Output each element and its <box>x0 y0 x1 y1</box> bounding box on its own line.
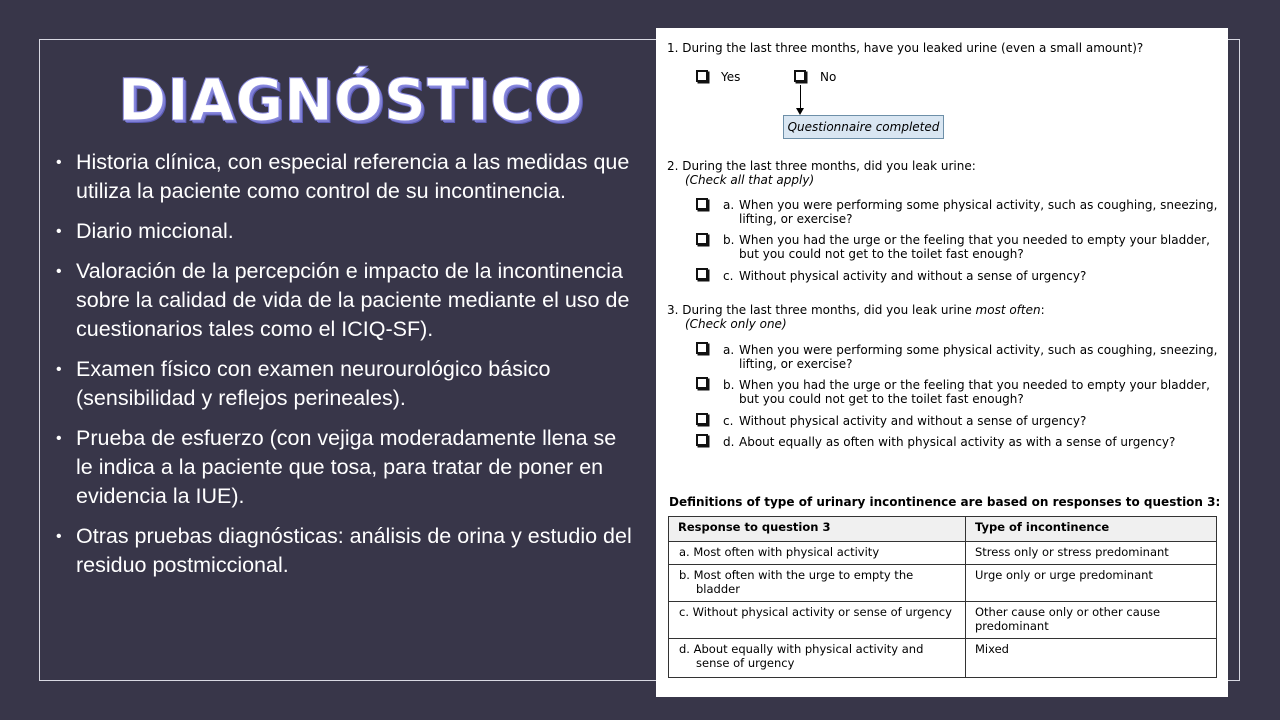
option-letter: b. <box>723 378 735 392</box>
table-header-row <box>669 517 1217 542</box>
bullet-text: Diario miccional. <box>76 219 234 243</box>
cell-text: d. About equally with physical activity and sense of urgency <box>679 642 924 670</box>
q2-option-c-checkbox[interactable] <box>696 268 708 280</box>
table-cell <box>669 542 966 565</box>
q1-no-checkbox[interactable] <box>794 70 806 82</box>
q3-option-c-text: Without physical activity and without a sense of urgency? <box>739 414 1087 428</box>
q3-option-b-checkbox[interactable] <box>696 377 708 389</box>
bullet-dot-icon: • <box>56 430 62 447</box>
cell-text: b. Most often with the urge to empty the bladder <box>679 568 914 596</box>
table-row <box>669 639 1217 678</box>
bullet-item <box>56 217 636 246</box>
bullet-text: Prueba de esfuerzo (con vejiga moderadamente llena se le indica a la paciente que tosa, para tratar de poner en evidencia la IUE). <box>76 426 617 508</box>
table-row <box>669 565 1217 602</box>
q2-option-c-text: Without physical activity and without a sense of urgency? <box>739 269 1087 283</box>
table-cell <box>669 602 966 639</box>
question-3-text <box>667 303 1045 317</box>
bullet-item <box>56 257 636 344</box>
q3-option-b-text: When you had the urge or the feeling that you needed to empty your bladder, but you could not get to the toilet fast enough? <box>739 378 1210 406</box>
q3-text-prefix: 3. During the last three months, did you leak urine <box>667 303 976 317</box>
bullet-text: Valoración de la percepción e impacto de la incontinencia sobre la calidad de vida de la paciente mediante el uso de cuestionarios tales como el ICIQ-SF). <box>76 259 630 341</box>
table-cell: Other cause only or other cause predominant <box>966 602 1217 639</box>
q3-option-c-checkbox[interactable] <box>696 413 708 425</box>
q3-text-suffix: : <box>1040 303 1045 317</box>
definitions-title: Definitions of type of urinary incontinence are based on responses to question 3: <box>669 495 1221 509</box>
table-cell: Stress only or stress predominant <box>966 542 1217 565</box>
q3-option-a-checkbox[interactable] <box>696 342 708 354</box>
question-3-instruction: (Check only one) <box>685 317 787 331</box>
option-letter: a. <box>723 343 735 357</box>
table-row <box>669 542 1217 565</box>
bullet-text: Examen físico con examen neurourológico básico (sensibilidad y reflejos perineales). <box>76 357 551 410</box>
bullet-dot-icon: • <box>56 223 62 240</box>
q3-option-d-checkbox[interactable] <box>696 434 708 446</box>
q2-option-a-checkbox[interactable] <box>696 198 708 210</box>
option-letter: c. <box>723 269 734 283</box>
q1-no-label: No <box>820 70 837 84</box>
bullet-item <box>56 522 636 580</box>
question-1-text: 1. During the last three months, have you leaked urine (even a small amount)? <box>667 41 1144 55</box>
option-letter: c. <box>723 414 734 428</box>
bullet-dot-icon: • <box>56 263 62 280</box>
table-row <box>669 602 1217 639</box>
cell-text: a. Most often with physical activity <box>679 545 880 559</box>
questionnaire-panel <box>656 28 1228 697</box>
cell-text: c. Without physical activity or sense of urgency <box>679 605 952 619</box>
bullet-dot-icon: • <box>56 154 62 171</box>
bullet-dot-icon: • <box>56 361 62 378</box>
arrow-down-icon <box>796 108 804 115</box>
q3-option-a-text: When you were performing some physical activity, such as coughing, sneezing, lifting, or exercise? <box>739 343 1218 371</box>
bullet-item <box>56 148 636 206</box>
q3-text-emphasis: most often <box>975 303 1041 317</box>
definitions-table <box>668 516 1217 678</box>
option-letter: a. <box>723 198 735 212</box>
table-cell <box>669 565 966 602</box>
table-cell <box>669 639 966 678</box>
option-letter: b. <box>723 233 735 247</box>
q2-option-a-text: When you were performing some physical activity, such as coughing, sneezing, lifting, or exercise? <box>739 198 1218 226</box>
column-header: Response to question 3 <box>669 517 966 542</box>
question-2-text: 2. During the last three months, did you leak urine: <box>667 159 976 173</box>
bullet-text: Otras pruebas diagnósticas: análisis de orina y estudio del residuo postmiccional. <box>76 524 632 577</box>
slide-title: DIAGNÓSTICO <box>118 66 584 134</box>
column-header: Type of incontinence <box>966 517 1217 542</box>
bullet-dot-icon: • <box>56 528 62 545</box>
q3-option-d-text: About equally as often with physical activity as with a sense of urgency? <box>739 435 1176 449</box>
bullet-text: Historia clínica, con especial referencia a las medidas que utiliza la paciente como control de su incontinencia. <box>76 150 630 203</box>
questionnaire-completed-box: Questionnaire completed <box>783 115 944 139</box>
table-cell: Urge only or urge predominant <box>966 565 1217 602</box>
q1-yes-checkbox[interactable] <box>696 70 708 82</box>
bullet-item <box>56 355 636 413</box>
q2-option-b-text: When you had the urge or the feeling that you needed to empty your bladder, but you could not get to the toilet fast enough? <box>739 233 1210 261</box>
q2-option-b-checkbox[interactable] <box>696 233 708 245</box>
bullet-item <box>56 424 636 511</box>
question-2-instruction: (Check all that apply) <box>685 173 815 187</box>
table-cell: Mixed <box>966 639 1217 678</box>
option-letter: d. <box>723 435 735 449</box>
q1-yes-label: Yes <box>721 70 741 84</box>
bullet-list <box>56 148 636 591</box>
